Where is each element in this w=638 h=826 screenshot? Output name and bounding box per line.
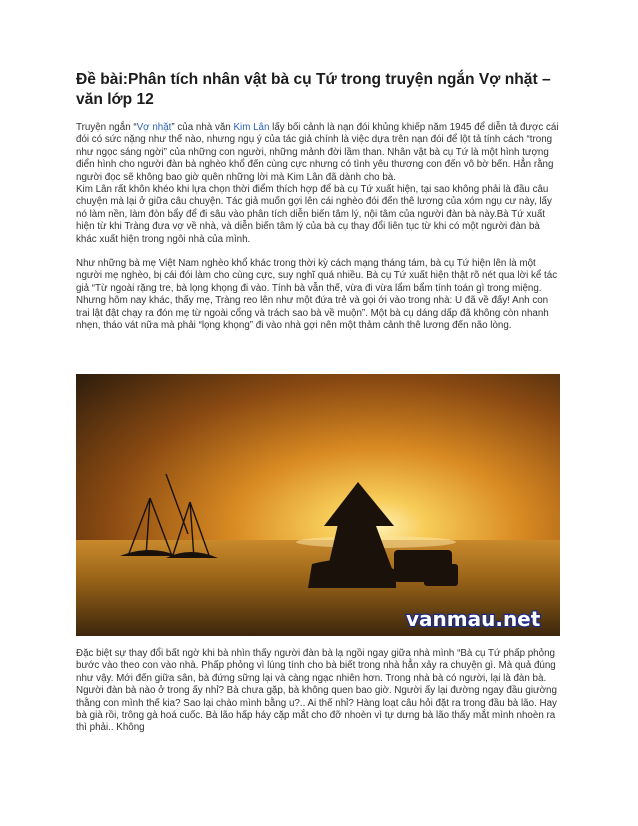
sunset-photo [76,374,560,636]
continued-text [76,648,560,735]
paragraph-timing: Kim Lân rất khôn khéo khi lựa chọn thời điểm thích hợp để bà cụ Tứ xuất hiện, tại sao không phải là đầu câu chuyện mà lại ở giữa câu chuyện. Tác giả muốn gợi lên cái nghèo đói đến thê lương của xóm ngụ cư này, lấy nó làm nền, làm đòn bẩy để đi sâu vào phân tích diễn biến tâm lý, nội tâm của người đàn bà này.Bà Tứ xuất hiện từ khi Tràng đưa vợ về nhà, và diễn biến tâm lý của bà cụ thay đổi liên tục từ khi có một người đàn bà khác xuất hiện trong ngôi nhà của mình. [76,184,552,245]
intro-text-1: Truyện ngắn “ [76,122,137,133]
link-vo-nhat[interactable]: Vợ nhặt [136,122,172,133]
document-page [76,70,560,333]
intro-text-2: ” của nhà văn [171,122,234,133]
watermark-label: vanmau.net [406,607,541,631]
intro-text-3: lấy bối cảnh là nạn đói khủng khiếp năm 1945 để diễn tả được cái đói có sức nặng như thế nào, nhưng ngụ ý của tác giả chính là việc dựa trên nạn đói để lột tả tính cách “trong như ngọc sáng ngời” của những con người, những mảnh đời lầm than. Nhân vật bà cụ Tứ là một hình tượng điển hình cho người đàn bà nghèo khổ đến cùng cực nhưng có tình yêu thương con đến vô bờ bến. Hẳn rằng người đọc sẽ không bao giờ quên những lời mà Kim Lân đã dành cho bà. [76,122,559,183]
paragraph-surprise: Đặc biệt sự thay đổi bất ngờ khi bà nhìn thấy người đàn bà lạ ngồi ngay giữa nhà mình “Bà cụ Tứ phấp phỏng bước vào theo con vào nhà. Phấp phỏng vì lúng tính cho bà biết trong nhà hẳn xảy ra chuyện gì. Mà quả đúng như vậy. Mới đến giữa sân, bà đứng sững lại và càng ngạc nhiên hơn. Trong nhà bà có người, lại là đàn bà. Người đàn bà nào ở trong ấy nhỉ? Bà chưa gặp, bà không quen bao giờ. Người ấy lại đường ngay đầu giường thằng con mình thế kia? Sao lại chào mình bằng u?.. Ai thế nhỉ? Hàng loạt câu hỏi đặt ra trong đầu bà lão. Hay bà già rồi, trông gà hoá cuốc. Bà lão hấp háy cặp mắt cho đỡ nhoèn vì tự dưng bà lão thấy mắt mình nhoèn ra thì phải.. Không [76,648,557,734]
intro-paragraph [76,122,560,184]
paragraph-mother: Như những bà mẹ Việt Nam nghèo khổ khác trong thời kỳ cách mạng tháng tám, bà cụ Tứ hiện lên là một người mẹ nghèo, bị cái đói làm cho cùng cực, suy nghĩ quá nhiều. Bà cụ Tứ xuất hiện thật rõ nét qua lời kể tác giả “Từ ngoài rặng tre, bà lọng khọng đi vào. Tính bà vẫn thế, vừa đi vừa lẩm bẩm tính toán gì trong miệng. Nhưng hôm nay khác, thấy mẹ, Tràng reo lên như một đứa trẻ và gọi ới vào trong nhà: U đã về đấy! Anh con trai lật đật chạy ra đón mẹ từ ngoài cổng và trách sao bà về muộn”. Một bà cụ dáng dấp đã không còn nhanh nhẹn, tháo vát nữa mà phải “lọng khọng” đi vào nhà gợi nên một thảm cảnh thê lương đến não lòng. [76,258,558,332]
basket-silhouettes [394,550,458,586]
link-kim-lan[interactable]: Kim Lân [233,122,270,133]
page-title: Đề bài:Phân tích nhân vật bà cụ Tứ trong truyện ngắn Vợ nhặt – văn lớp 12 [76,71,551,108]
sunset-illustration [76,374,560,636]
